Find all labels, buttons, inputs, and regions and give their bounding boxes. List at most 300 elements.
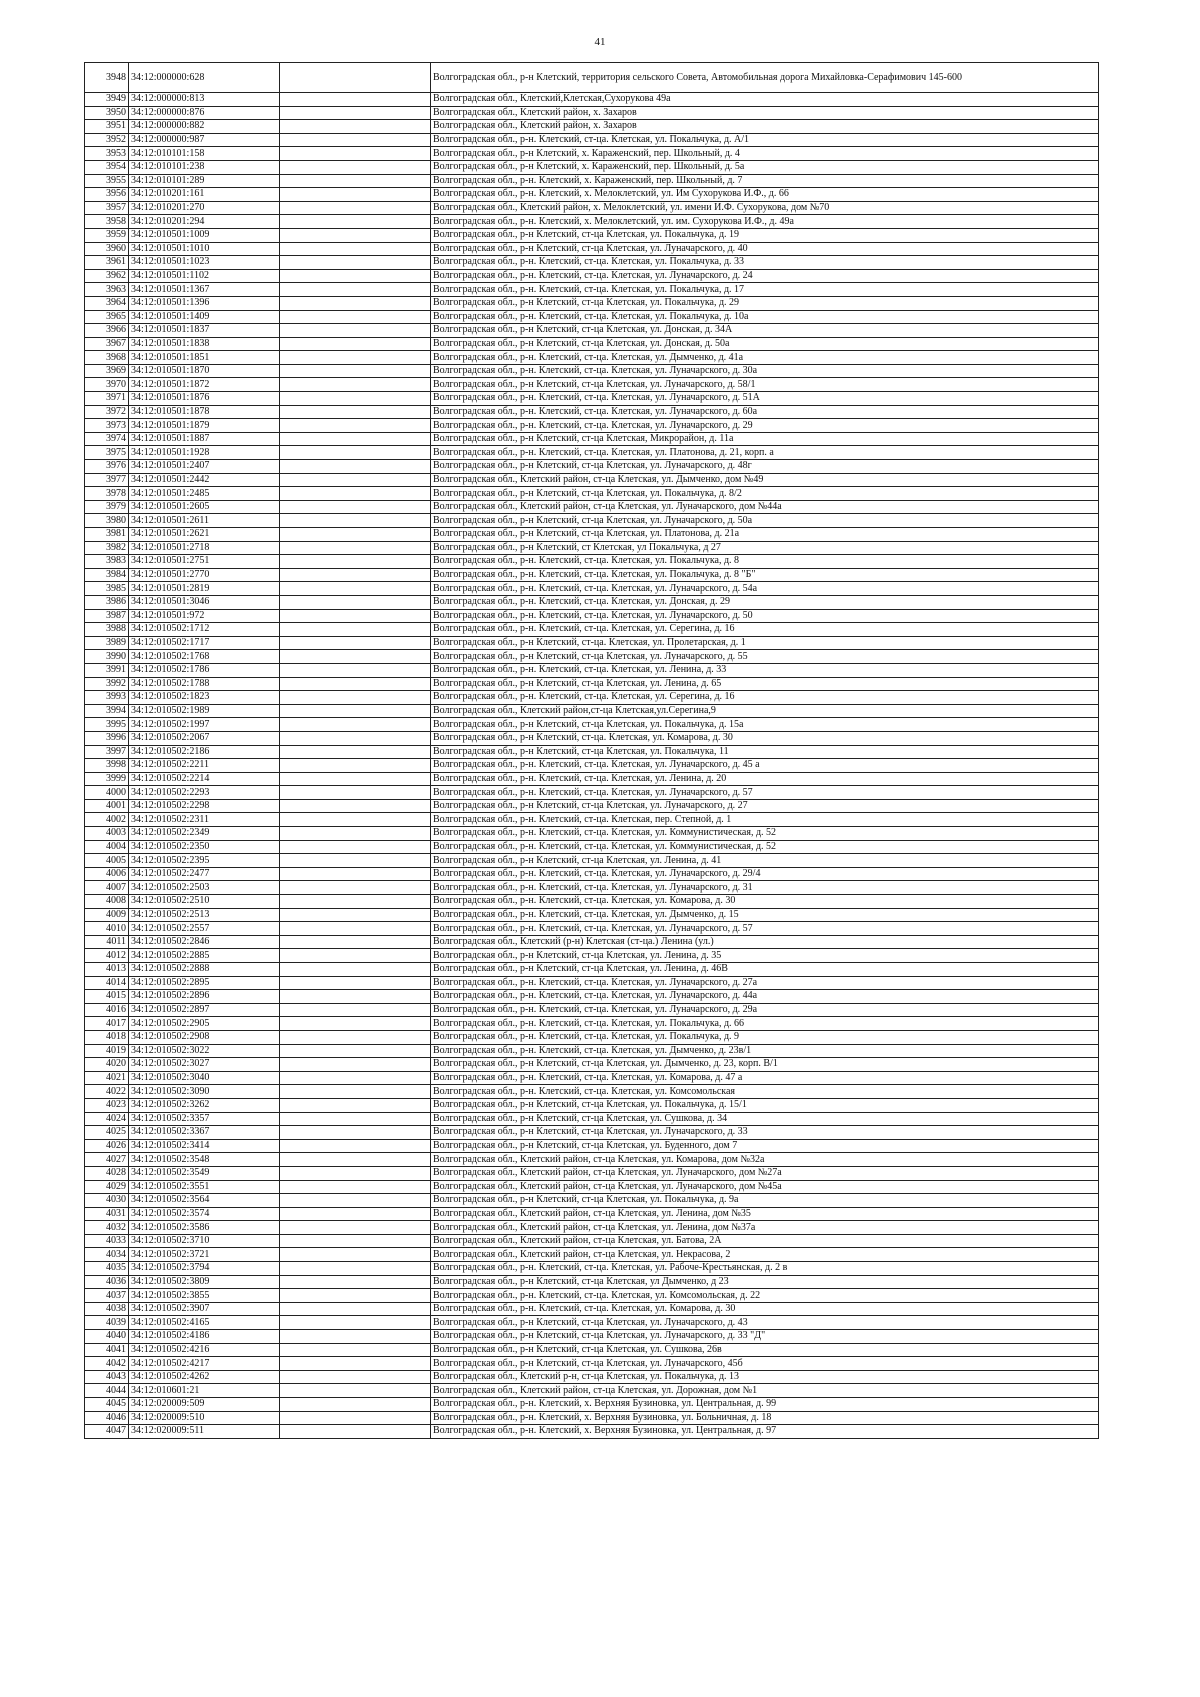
- row-number-cell: 3951: [85, 120, 129, 134]
- address-cell: Волгоградская обл., р-н. Клетский, ст-ца. Клетская, ул. Луначарского, д. 30а: [431, 364, 1099, 378]
- address-cell: Волгоградская обл., Клетский район, х. Захаров: [431, 106, 1099, 120]
- cadastral-number-cell: 34:12:010501:2611: [129, 514, 280, 528]
- empty-cell: [280, 1044, 431, 1058]
- empty-cell: [280, 854, 431, 868]
- cadastral-number-cell: 34:12:010502:3564: [129, 1194, 280, 1208]
- address-cell: Волгоградская обл., р-н Клетский, ст-ца Клетская, ул. Покальчука, д. 29: [431, 296, 1099, 310]
- address-cell: Волгоградская обл., р-н. Клетский, ст-ца. Клетская, ул. Покальчука, д. 66: [431, 1017, 1099, 1031]
- row-number-cell: 3999: [85, 772, 129, 786]
- table-row: [85, 1139, 1099, 1153]
- address-cell: Волгоградская обл., Клетский район, ст-ца Клетская, ул. Некрасова, 2: [431, 1248, 1099, 1262]
- address-cell: Волгоградская обл., р-н Клетский, ст-ца Клетская, ул. Покальчука, д. 9а: [431, 1194, 1099, 1208]
- cadastral-number-cell: 34:12:020009:511: [129, 1425, 280, 1439]
- table-row: [85, 1398, 1099, 1412]
- empty-cell: [280, 63, 431, 93]
- table-row: [85, 990, 1099, 1004]
- empty-cell: [280, 1357, 431, 1371]
- empty-cell: [280, 93, 431, 107]
- empty-cell: [280, 1262, 431, 1276]
- address-cell: Волгоградская обл., р-н Клетский, ст-ца Клетская, ул. Ленина, д. 65: [431, 677, 1099, 691]
- address-cell: Волгоградская обл., р-н Клетский, ст-ца Клетская, ул. Сушкова, 26в: [431, 1343, 1099, 1357]
- row-number-cell: 3954: [85, 160, 129, 174]
- empty-cell: [280, 1017, 431, 1031]
- empty-cell: [280, 840, 431, 854]
- row-number-cell: 4008: [85, 895, 129, 909]
- empty-cell: [280, 460, 431, 474]
- address-cell: Волгоградская обл., р-н Клетский, ст-ца Клетская, ул. Луначарского, д. 43: [431, 1316, 1099, 1330]
- empty-cell: [280, 582, 431, 596]
- address-cell: Волгоградская обл., р-н. Клетский, ст-ца. Клетская, ул. Серегина, д. 16: [431, 623, 1099, 637]
- empty-cell: [280, 908, 431, 922]
- table-row: [85, 63, 1099, 93]
- cadastral-number-cell: 34:12:010502:3040: [129, 1071, 280, 1085]
- address-cell: Волгоградская обл., Клетский р-н, ст-ца Клетская, ул. Покальчука, д. 13: [431, 1370, 1099, 1384]
- table-row: [85, 473, 1099, 487]
- cadastral-number-cell: 34:12:010502:3367: [129, 1126, 280, 1140]
- address-cell: Волгоградская обл., Клетский район, ст-ца Клетская, ул. Луначарского, дом №27а: [431, 1166, 1099, 1180]
- address-cell: Волгоградская обл., р-н. Клетский, ст-ца. Клетская, ул. Луначарского, д. 45 а: [431, 759, 1099, 773]
- empty-cell: [280, 813, 431, 827]
- empty-cell: [280, 677, 431, 691]
- table-row: [85, 283, 1099, 297]
- address-cell: Волгоградская обл., Клетский (р-н) Клетская (ст-ца.) Ленина (ул.): [431, 935, 1099, 949]
- table-row: [85, 1126, 1099, 1140]
- cadastral-number-cell: 34:12:010501:2819: [129, 582, 280, 596]
- address-cell: Волгоградская обл., р-н. Клетский, х. Караженский, пер. Школьный, д. 7: [431, 174, 1099, 188]
- table-row: [85, 528, 1099, 542]
- address-cell: Волгоградская обл., р-н Клетский, ст-ца. Клетская, ул. Пролетарская, д. 1: [431, 636, 1099, 650]
- address-cell: Волгоградская обл., р-н Клетский, ст-ца Клетская, ул. Ленина, д. 46В: [431, 963, 1099, 977]
- row-number-cell: 3963: [85, 283, 129, 297]
- cadastral-number-cell: 34:12:010502:2895: [129, 976, 280, 990]
- empty-cell: [280, 990, 431, 1004]
- row-number-cell: 3959: [85, 228, 129, 242]
- empty-cell: [280, 215, 431, 229]
- table-row: [85, 881, 1099, 895]
- cadastral-number-cell: 34:12:000000:876: [129, 106, 280, 120]
- row-number-cell: 4040: [85, 1330, 129, 1344]
- address-cell: Волгоградская обл., р-н Клетский, ст Клетская, ул Покальчука, д 27: [431, 541, 1099, 555]
- table-row: [85, 120, 1099, 134]
- address-cell: Волгоградская обл., р-н. Клетский, ст-ца. Клетская, ул. Луначарского, д. 27а: [431, 976, 1099, 990]
- row-number-cell: 3977: [85, 473, 129, 487]
- empty-cell: [280, 595, 431, 609]
- row-number-cell: 3952: [85, 133, 129, 147]
- row-number-cell: 4043: [85, 1370, 129, 1384]
- empty-cell: [280, 704, 431, 718]
- address-cell: Волгоградская обл., Клетский район, х. Захаров: [431, 120, 1099, 134]
- table-row: [85, 840, 1099, 854]
- table-row: [85, 922, 1099, 936]
- address-cell: Волгоградская обл., р-н Клетский, территория сельского Совета, Автомобильная дорога Михайловка-Серафимович 145-600: [431, 63, 1099, 93]
- cadastral-number-cell: 34:12:010502:1788: [129, 677, 280, 691]
- empty-cell: [280, 528, 431, 542]
- table-row: [85, 364, 1099, 378]
- empty-cell: [280, 201, 431, 215]
- empty-cell: [280, 623, 431, 637]
- row-number-cell: 3965: [85, 310, 129, 324]
- empty-cell: [280, 256, 431, 270]
- table-row: [85, 1044, 1099, 1058]
- empty-cell: [280, 432, 431, 446]
- row-number-cell: 3969: [85, 364, 129, 378]
- empty-cell: [280, 1234, 431, 1248]
- row-number-cell: 4003: [85, 827, 129, 841]
- cadastral-number-cell: 34:12:010502:2503: [129, 881, 280, 895]
- empty-cell: [280, 1085, 431, 1099]
- row-number-cell: 4047: [85, 1425, 129, 1439]
- cadastral-number-cell: 34:12:010201:270: [129, 201, 280, 215]
- cadastral-number-cell: 34:12:010502:2905: [129, 1017, 280, 1031]
- row-number-cell: 3961: [85, 256, 129, 270]
- empty-cell: [280, 473, 431, 487]
- address-cell: Волгоградская обл., р-н. Клетский, ст-ца. Клетская, ул. Комарова, д. 47 а: [431, 1071, 1099, 1085]
- empty-cell: [280, 310, 431, 324]
- empty-cell: [280, 392, 431, 406]
- address-cell: Волгоградская обл., р-н. Клетский, ст-ца. Клетская, ул. Покальчука, д. 8: [431, 555, 1099, 569]
- table-row: [85, 976, 1099, 990]
- row-number-cell: 3981: [85, 528, 129, 542]
- table-row: [85, 1262, 1099, 1276]
- row-number-cell: 3991: [85, 663, 129, 677]
- empty-cell: [280, 786, 431, 800]
- empty-cell: [280, 133, 431, 147]
- address-cell: Волгоградская обл., р-н. Клетский, ст-ца. Клетская, ул. Луначарского, д. 54а: [431, 582, 1099, 596]
- cadastral-number-cell: 34:12:010502:1712: [129, 623, 280, 637]
- empty-cell: [280, 1112, 431, 1126]
- empty-cell: [280, 1370, 431, 1384]
- cadastral-number-cell: 34:12:010501:2770: [129, 568, 280, 582]
- address-cell: Волгоградская обл., р-н Клетский, ст-ца Клетская, ул. Дымченко, д. 23, корп. В/1: [431, 1058, 1099, 1072]
- empty-cell: [280, 296, 431, 310]
- row-number-cell: 3967: [85, 337, 129, 351]
- row-number-cell: 3962: [85, 269, 129, 283]
- table-row: [85, 1112, 1099, 1126]
- address-cell: Волгоградская обл., р-н. Клетский, ст-ца. Клетская, ул. Коммунистическая, д. 52: [431, 840, 1099, 854]
- empty-cell: [280, 160, 431, 174]
- row-number-cell: 4041: [85, 1343, 129, 1357]
- empty-cell: [280, 1058, 431, 1072]
- empty-cell: [280, 1384, 431, 1398]
- row-number-cell: 4004: [85, 840, 129, 854]
- table-row: [85, 663, 1099, 677]
- address-cell: Волгоградская обл., Клетский район,ст-ца Клетская,ул.Серегина,9: [431, 704, 1099, 718]
- empty-cell: [280, 1425, 431, 1439]
- table-row: [85, 677, 1099, 691]
- address-cell: Волгоградская обл., р-н. Клетский, ст-ца. Клетская, ул. Покальчука, д. А/1: [431, 133, 1099, 147]
- table-row: [85, 500, 1099, 514]
- table-row: [85, 1030, 1099, 1044]
- cadastral-number-cell: 34:12:010101:238: [129, 160, 280, 174]
- empty-cell: [280, 1126, 431, 1140]
- address-cell: Волгоградская обл., р-н Клетский, ст-ца Клетская, ул. Платонова, д. 21а: [431, 528, 1099, 542]
- table-row: [85, 324, 1099, 338]
- table-row: [85, 1425, 1099, 1439]
- empty-cell: [280, 1221, 431, 1235]
- row-number-cell: 4035: [85, 1262, 129, 1276]
- address-cell: Волгоградская обл., р-н Клетский, ст-ца. Клетская, ул. Комарова, д. 30: [431, 731, 1099, 745]
- address-cell: Волгоградская обл., р-н. Клетский, ст-ца. Клетская, ул. Луначарского, д. 50: [431, 609, 1099, 623]
- cadastral-number-cell: 34:12:010502:3907: [129, 1302, 280, 1316]
- empty-cell: [280, 1180, 431, 1194]
- row-number-cell: 3986: [85, 595, 129, 609]
- cadastral-number-cell: 34:12:010501:1396: [129, 296, 280, 310]
- table-row: [85, 1248, 1099, 1262]
- empty-cell: [280, 337, 431, 351]
- empty-cell: [280, 568, 431, 582]
- row-number-cell: 4006: [85, 867, 129, 881]
- empty-cell: [280, 541, 431, 555]
- cadastral-number-cell: 34:12:010502:1768: [129, 650, 280, 664]
- address-cell: Волгоградская обл., р-н. Клетский, ст-ца. Клетская, ул. Луначарского, д. 29а: [431, 1003, 1099, 1017]
- registry-table: [84, 62, 1099, 1439]
- cadastral-number-cell: 34:12:010502:1717: [129, 636, 280, 650]
- address-cell: Волгоградская обл., р-н. Клетский, ст-ца. Клетская, ул. Дымченко, д. 41а: [431, 351, 1099, 365]
- row-number-cell: 4027: [85, 1153, 129, 1167]
- cadastral-number-cell: 34:12:010501:2407: [129, 460, 280, 474]
- empty-cell: [280, 1098, 431, 1112]
- cadastral-number-cell: 34:12:010501:2718: [129, 541, 280, 555]
- row-number-cell: 3995: [85, 718, 129, 732]
- row-number-cell: 4001: [85, 799, 129, 813]
- row-number-cell: 4045: [85, 1398, 129, 1412]
- address-cell: Волгоградская обл., р-н. Клетский, ст-ца. Клетская, ул. Луначарского, д. 51А: [431, 392, 1099, 406]
- cadastral-number-cell: 34:12:010501:1409: [129, 310, 280, 324]
- table-row: [85, 419, 1099, 433]
- address-cell: Волгоградская обл., р-н. Клетский, ст-ца. Клетская, ул. Луначарского, д. 31: [431, 881, 1099, 895]
- table-row: [85, 1343, 1099, 1357]
- cadastral-number-cell: 34:12:010601:21: [129, 1384, 280, 1398]
- empty-cell: [280, 1302, 431, 1316]
- cadastral-number-cell: 34:12:000000:628: [129, 63, 280, 93]
- cadastral-number-cell: 34:12:010502:4217: [129, 1357, 280, 1371]
- table-row: [85, 1357, 1099, 1371]
- cadastral-number-cell: 34:12:010502:2510: [129, 895, 280, 909]
- cadastral-number-cell: 34:12:010502:4216: [129, 1343, 280, 1357]
- table-row: [85, 1017, 1099, 1031]
- table-row: [85, 392, 1099, 406]
- address-cell: Волгоградская обл., р-н. Клетский, ст-ца. Клетская, ул. Луначарского, д. 29: [431, 419, 1099, 433]
- cadastral-number-cell: 34:12:010502:3090: [129, 1085, 280, 1099]
- row-number-cell: 4029: [85, 1180, 129, 1194]
- address-cell: Волгоградская обл., р-н Клетский, ст-ца Клетская, ул. Сушкова, д. 34: [431, 1112, 1099, 1126]
- table-row: [85, 1194, 1099, 1208]
- table-row: [85, 1221, 1099, 1235]
- row-number-cell: 4026: [85, 1139, 129, 1153]
- empty-cell: [280, 867, 431, 881]
- address-cell: Волгоградская обл., р-н. Клетский, ст-ца. Клетская, ул. Комсомольская, д. 22: [431, 1289, 1099, 1303]
- row-number-cell: 4000: [85, 786, 129, 800]
- cadastral-number-cell: 34:12:010502:3574: [129, 1207, 280, 1221]
- address-cell: Волгоградская обл., р-н. Клетский, ст-ца. Клетская, ул. Комарова, д. 30: [431, 1302, 1099, 1316]
- row-number-cell: 4025: [85, 1126, 129, 1140]
- table-row: [85, 446, 1099, 460]
- empty-cell: [280, 364, 431, 378]
- row-number-cell: 3998: [85, 759, 129, 773]
- table-row: [85, 1166, 1099, 1180]
- table-row: [85, 337, 1099, 351]
- cadastral-number-cell: 34:12:010501:1878: [129, 405, 280, 419]
- cadastral-number-cell: 34:12:010501:2621: [129, 528, 280, 542]
- table-row: [85, 745, 1099, 759]
- empty-cell: [280, 691, 431, 705]
- address-cell: Волгоградская обл., р-н Клетский, ст-ца Клетская, ул. Луначарского, 45б: [431, 1357, 1099, 1371]
- row-number-cell: 4016: [85, 1003, 129, 1017]
- cadastral-number-cell: 34:12:010201:294: [129, 215, 280, 229]
- empty-cell: [280, 731, 431, 745]
- empty-cell: [280, 242, 431, 256]
- cadastral-number-cell: 34:12:010502:1786: [129, 663, 280, 677]
- row-number-cell: 4020: [85, 1058, 129, 1072]
- address-cell: Волгоградская обл., р-н Клетский, ст-ца Клетская, ул. Покальчука, д. 15/1: [431, 1098, 1099, 1112]
- address-cell: Волгоградская обл., р-н Клетский, ст-ца Клетская, ул. Луначарского, д. 40: [431, 242, 1099, 256]
- empty-cell: [280, 1194, 431, 1208]
- empty-cell: [280, 1071, 431, 1085]
- row-number-cell: 3948: [85, 63, 129, 93]
- empty-cell: [280, 663, 431, 677]
- row-number-cell: 3976: [85, 460, 129, 474]
- cadastral-number-cell: 34:12:010502:2885: [129, 949, 280, 963]
- cadastral-number-cell: 34:12:010502:2888: [129, 963, 280, 977]
- address-cell: Волгоградская обл., Клетский район, ст-ца Клетская, ул. Луначарского, дом №44а: [431, 500, 1099, 514]
- address-cell: Волгоградская обл., р-н. Клетский, ст-ца. Клетская, ул. Покальчука, д. 17: [431, 283, 1099, 297]
- table-row: [85, 432, 1099, 446]
- address-cell: Волгоградская обл., р-н Клетский, ст-ца Клетская, ул. Луначарского, д. 50а: [431, 514, 1099, 528]
- address-cell: Волгоградская обл., р-н. Клетский, х. Мелоклетский, ул. Им Сухорукова И.Ф., д. 66: [431, 188, 1099, 202]
- row-number-cell: 3966: [85, 324, 129, 338]
- row-number-cell: 4024: [85, 1112, 129, 1126]
- row-number-cell: 3953: [85, 147, 129, 161]
- cadastral-number-cell: 34:12:010501:1928: [129, 446, 280, 460]
- row-number-cell: 3980: [85, 514, 129, 528]
- cadastral-number-cell: 34:12:010502:2395: [129, 854, 280, 868]
- address-cell: Волгоградская обл., Клетский район, ст-ца Клетская, ул. Дорожная, дом №1: [431, 1384, 1099, 1398]
- cadastral-number-cell: 34:12:010502:3414: [129, 1139, 280, 1153]
- page-number: 41: [594, 36, 606, 48]
- row-number-cell: 4031: [85, 1207, 129, 1221]
- row-number-cell: 3973: [85, 419, 129, 433]
- empty-cell: [280, 609, 431, 623]
- table-row: [85, 908, 1099, 922]
- cadastral-number-cell: 34:12:010501:1009: [129, 228, 280, 242]
- row-number-cell: 4032: [85, 1221, 129, 1235]
- row-number-cell: 3979: [85, 500, 129, 514]
- address-cell: Волгоградская обл., Клетский район, ст-ца Клетская, ул. Батова, 2А: [431, 1234, 1099, 1248]
- row-number-cell: 4007: [85, 881, 129, 895]
- cadastral-number-cell: 34:12:010502:3721: [129, 1248, 280, 1262]
- table-row: [85, 772, 1099, 786]
- address-cell: Волгоградская обл., р-н. Клетский, ст-ца. Клетская, ул. Луначарского, д. 57: [431, 922, 1099, 936]
- cadastral-number-cell: 34:12:010502:2067: [129, 731, 280, 745]
- row-number-cell: 3996: [85, 731, 129, 745]
- row-number-cell: 4037: [85, 1289, 129, 1303]
- cadastral-number-cell: 34:12:010501:1010: [129, 242, 280, 256]
- empty-cell: [280, 895, 431, 909]
- address-cell: Волгоградская обл., Клетский район, ст-ца Клетская, ул. Ленина, дом №35: [431, 1207, 1099, 1221]
- empty-cell: [280, 799, 431, 813]
- cadastral-number-cell: 34:12:010502:3794: [129, 1262, 280, 1276]
- cadastral-number-cell: 34:12:020009:509: [129, 1398, 280, 1412]
- empty-cell: [280, 963, 431, 977]
- cadastral-number-cell: 34:12:010502:2897: [129, 1003, 280, 1017]
- address-cell: Волгоградская обл., р-н. Клетский, ст-ца. Клетская, ул. Ленина, д. 33: [431, 663, 1099, 677]
- empty-cell: [280, 1343, 431, 1357]
- address-cell: Волгоградская обл., р-н. Клетский, ст-ца. Клетская, ул. Ленина, д. 20: [431, 772, 1099, 786]
- row-number-cell: 3990: [85, 650, 129, 664]
- table-row: [85, 1330, 1099, 1344]
- row-number-cell: 4009: [85, 908, 129, 922]
- row-number-cell: 3985: [85, 582, 129, 596]
- address-cell: Волгоградская обл., р-н Клетский, ст-ца Клетская, ул. Буденного, дом 7: [431, 1139, 1099, 1153]
- row-number-cell: 3989: [85, 636, 129, 650]
- table-row: [85, 460, 1099, 474]
- row-number-cell: 4030: [85, 1194, 129, 1208]
- cadastral-number-cell: 34:12:010501:1872: [129, 378, 280, 392]
- cadastral-number-cell: 34:12:010502:1997: [129, 718, 280, 732]
- cadastral-number-cell: 34:12:010501:2485: [129, 487, 280, 501]
- table-row: [85, 650, 1099, 664]
- empty-cell: [280, 1139, 431, 1153]
- table-row: [85, 759, 1099, 773]
- empty-cell: [280, 283, 431, 297]
- address-cell: Волгоградская обл., р-н. Клетский, ст-ца. Клетская, ул. Коммунистическая, д. 52: [431, 827, 1099, 841]
- row-number-cell: 4033: [85, 1234, 129, 1248]
- table-row: [85, 296, 1099, 310]
- table-row: [85, 487, 1099, 501]
- address-cell: Волгоградская обл., р-н Клетский, ст-ца Клетская, ул. Покальчука, д. 19: [431, 228, 1099, 242]
- address-cell: Волгоградская обл., р-н. Клетский, ст-ца. Клетская, ул. Рабоче-Крестьянская, д. 2 в: [431, 1262, 1099, 1276]
- empty-cell: [280, 188, 431, 202]
- empty-cell: [280, 935, 431, 949]
- cadastral-number-cell: 34:12:010502:3548: [129, 1153, 280, 1167]
- empty-cell: [280, 1166, 431, 1180]
- row-number-cell: 3978: [85, 487, 129, 501]
- table-row: [85, 895, 1099, 909]
- row-number-cell: 3960: [85, 242, 129, 256]
- address-cell: Волгоградская обл., р-н. Клетский, ст-ца. Клетская, ул. Луначарского, д. 57: [431, 786, 1099, 800]
- table-row: [85, 256, 1099, 270]
- cadastral-number-cell: 34:12:010501:972: [129, 609, 280, 623]
- empty-cell: [280, 147, 431, 161]
- address-cell: Волгоградская обл., р-н. Клетский, х. Мелоклетский, ул. им. Сухорукова И.Ф., д. 49а: [431, 215, 1099, 229]
- address-cell: Волгоградская обл., р-н. Клетский, ст-ца. Клетская, ул. Покальчука, д. 33: [431, 256, 1099, 270]
- cadastral-number-cell: 34:12:020009:510: [129, 1411, 280, 1425]
- empty-cell: [280, 120, 431, 134]
- address-cell: Волгоградская обл., р-н. Клетский, ст-ца. Клетская, ул. Луначарского, д. 29/4: [431, 867, 1099, 881]
- address-cell: Волгоградская обл., р-н Клетский, ст-ца Клетская, ул. Покальчука, 11: [431, 745, 1099, 759]
- address-cell: Волгоградская обл., р-н Клетский, ст-ца Клетская, ул. Луначарского, д. 27: [431, 799, 1099, 813]
- registry-table-body: [85, 63, 1099, 1439]
- cadastral-number-cell: 34:12:010502:3262: [129, 1098, 280, 1112]
- cadastral-number-cell: 34:12:010501:2605: [129, 500, 280, 514]
- address-cell: Волгоградская обл., р-н Клетский, ст-ца Клетская, ул. Луначарского, д. 55: [431, 650, 1099, 664]
- empty-cell: [280, 487, 431, 501]
- table-row: [85, 1098, 1099, 1112]
- table-row: [85, 623, 1099, 637]
- cadastral-number-cell: 34:12:010502:4262: [129, 1370, 280, 1384]
- cadastral-number-cell: 34:12:010501:1837: [129, 324, 280, 338]
- cadastral-number-cell: 34:12:010501:1876: [129, 392, 280, 406]
- row-number-cell: 3957: [85, 201, 129, 215]
- address-cell: Волгоградская обл., р-н. Клетский, ст-ца. Клетская, пер. Степной, д. 1: [431, 813, 1099, 827]
- address-cell: Волгоградская обл., р-н. Клетский, х. Верхняя Бузиновка, ул. Центральная, д. 97: [431, 1425, 1099, 1439]
- cadastral-number-cell: 34:12:010502:2298: [129, 799, 280, 813]
- cadastral-number-cell: 34:12:010502:2846: [129, 935, 280, 949]
- address-cell: Волгоградская обл., р-н. Клетский, ст-ца. Клетская, ул. Серегина, д. 16: [431, 691, 1099, 705]
- row-number-cell: 4012: [85, 949, 129, 963]
- address-cell: Волгоградская обл., р-н. Клетский, ст-ца. Клетская, ул. Луначарского, д. 24: [431, 269, 1099, 283]
- table-row: [85, 636, 1099, 650]
